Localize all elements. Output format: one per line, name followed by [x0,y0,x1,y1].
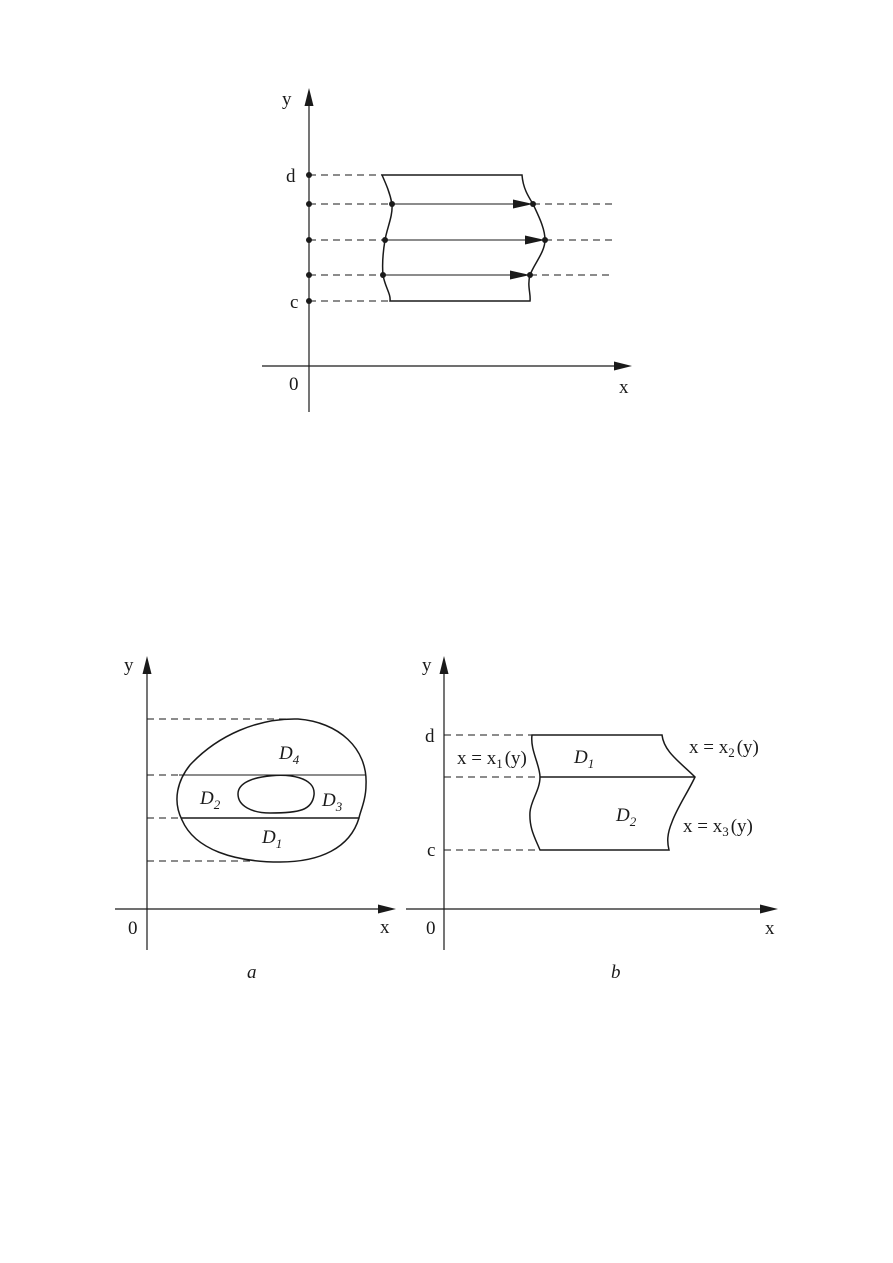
figure-a [115,655,396,983]
origin-label: 0 [289,374,299,395]
y-axis-label: y [124,655,134,676]
dot-marker [527,272,533,278]
d-label: d [286,166,296,187]
dot-marker [542,237,548,243]
x-axis-arrow-icon [378,905,396,914]
region-d1-label: $D_1$ [574,747,595,771]
x-axis-label: x [619,377,629,398]
c-label: c [290,292,299,313]
region-d3-label: $D_3$ [322,790,343,814]
region-boundary [530,735,695,850]
origin-label: 0 [128,918,138,939]
region-d2-label: $D_2$ [616,805,637,829]
y-axis-arrow-icon [440,656,449,674]
c-label: c [427,840,436,861]
dot-marker [389,201,395,207]
x-axis-arrow-icon [614,362,632,371]
dot-marker [306,298,312,304]
curve-x2-label: $x = x_2$ (y) [689,737,759,760]
caption-a: a [247,962,257,983]
dot-marker [306,237,312,243]
dot-marker [306,172,312,178]
x-axis-arrow-icon [760,905,778,914]
dot-marker [380,272,386,278]
region-d4-label: $D_4$ [279,743,300,767]
caption-b: b [611,962,621,983]
origin-label: 0 [426,918,436,939]
curve-x3-label: $x = x_3$ (y) [683,816,753,839]
region-boundary [382,175,545,301]
region-d2-label: $D_2$ [200,788,221,812]
d-label: d [425,726,435,747]
x-axis-label: x [765,918,775,939]
inner-hole-boundary [238,775,314,813]
dot-marker [306,201,312,207]
y-axis-arrow-icon [305,88,314,106]
dot-marker [306,272,312,278]
curve-x1-label: $x = x_1$ (y) [457,748,527,771]
figure-b [406,655,778,983]
dot-marker [382,237,388,243]
y-axis-label: y [422,655,432,676]
dot-marker [530,201,536,207]
figure-top [262,88,632,412]
region-d1-label: $D_1$ [262,827,283,851]
x-axis-label: x [380,917,390,938]
y-axis-label: y [282,89,292,110]
y-axis-arrow-icon [143,656,152,674]
